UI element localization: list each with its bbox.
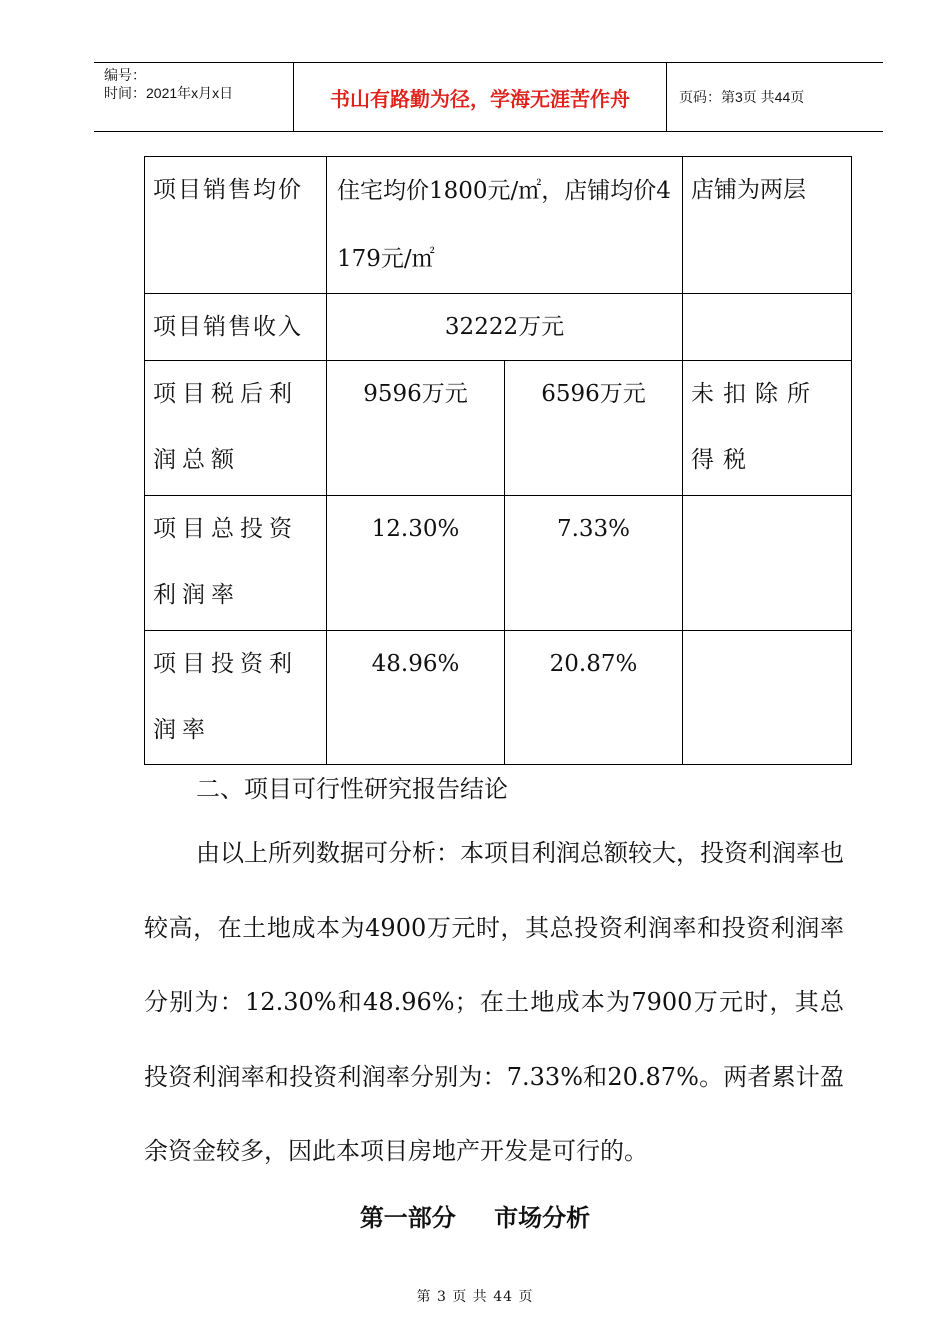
table-cell-value-b: 20.87% [505, 631, 683, 765]
table-cell-value: 住宅均价1800元/㎡，店铺均价4179元/㎡ [327, 157, 683, 294]
table-cell-note [683, 496, 852, 631]
table-row [145, 294, 852, 361]
page-header [94, 62, 883, 132]
header-time: 时间：2021年x月x日 [104, 85, 234, 101]
table-cell-value-a: 12.30% [327, 496, 505, 631]
table-row [145, 631, 852, 765]
table-cell-label: 项目税后利润总额 [145, 361, 327, 496]
table-cell-value-a: 48.96% [327, 631, 505, 765]
table-cell-label: 项目销售均价 [145, 157, 327, 294]
header-number: 编号： [104, 67, 146, 83]
table-cell-value-b: 7.33% [505, 496, 683, 631]
table-row [145, 496, 852, 631]
table-cell-value: 32222万元 [327, 294, 683, 361]
section-heading: 二、项目可行性研究报告结论 [196, 775, 508, 803]
section-paragraph: 由以上所列数据可分析：本项目利润总额较大，投资利润率也较高，在土地成本为4900万元时，其总投资利润率和投资利润率分别为：12.30%和48.96%；在土地成本为7900万元时，其总投资利润率和投资利润率分别为：7.33%和20.87%。两者累计盈余资金较多，因此本项目房地产开发是可行的。 [144, 839, 844, 1165]
header-page-number: 页码：第3页 共44页 [679, 89, 805, 105]
part-title: 第一部分 市场分析 [359, 1203, 591, 1232]
table-cell-note [683, 294, 852, 361]
table-row [145, 361, 852, 496]
table-row [145, 157, 852, 294]
table-cell-value-a: 9596万元 [327, 361, 505, 496]
page-footer: 第 3 页 共 44 页 [416, 1289, 534, 1305]
summary-table [144, 156, 852, 765]
table-cell-note: 店铺为两层 [683, 157, 852, 294]
table-cell-label: 项目总投资利润率 [145, 496, 327, 631]
header-meta [94, 63, 294, 131]
table-cell-label: 项目销售收入 [145, 294, 327, 361]
table-cell-value-b: 6596万元 [505, 361, 683, 496]
table-cell-note: 未扣除所得税 [683, 361, 852, 496]
table-cell-note [683, 631, 852, 765]
table-cell-label: 项目投资利润率 [145, 631, 327, 765]
header-motto: 书山有路勤为径，学海无涯苦作舟 [294, 63, 667, 131]
